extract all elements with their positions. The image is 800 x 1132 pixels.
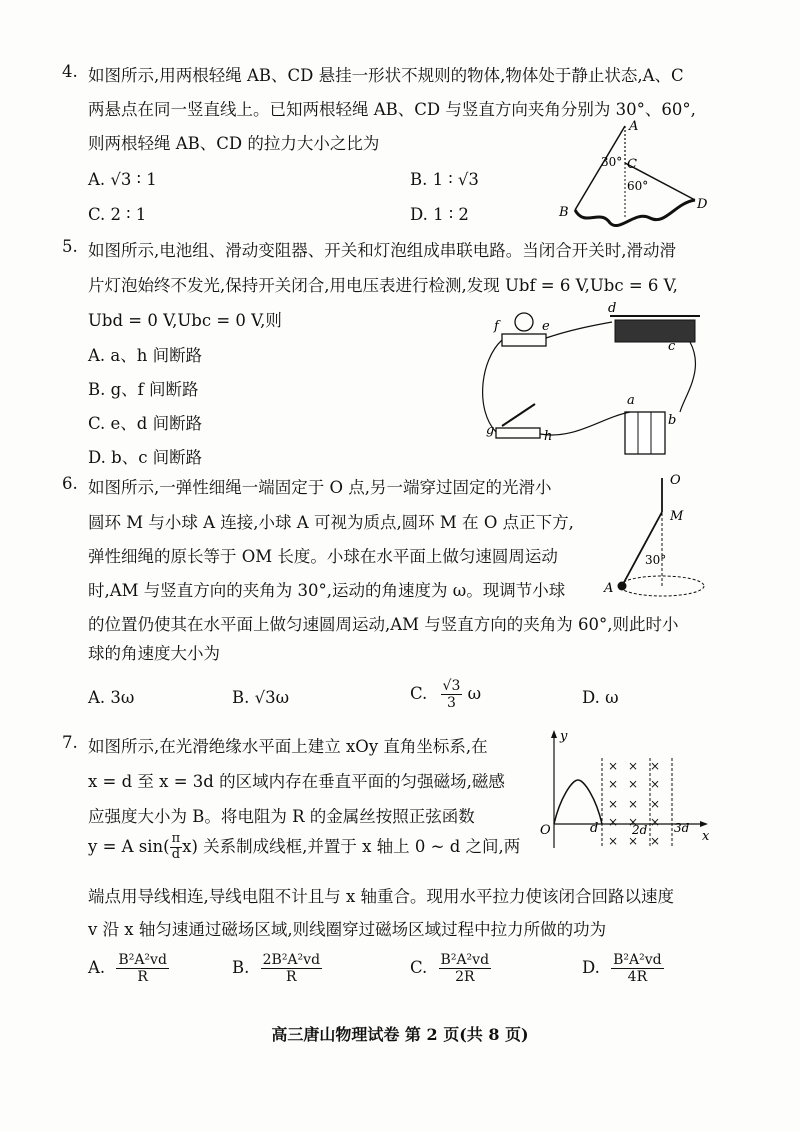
label-2d: 2d — [632, 823, 648, 837]
option-label: C. — [410, 958, 428, 978]
circular-motion-figure — [590, 468, 720, 608]
label-y: y — [560, 729, 568, 744]
denominator: d — [171, 846, 181, 862]
option-a[interactable]: A. √3 ∶ 1 — [88, 170, 157, 189]
numerator: 2B²A²vd — [262, 952, 321, 968]
svg-text:×: × — [628, 797, 639, 811]
question-text-line: v 沿 x 轴匀速通过磁场区域,则线圈穿过磁场区域过程中拉力所做的功为 — [88, 920, 607, 939]
label-d: d — [590, 821, 599, 836]
omega-symbol: ω — [467, 684, 482, 704]
angle-30-label: 30° — [645, 553, 667, 567]
denominator: 3 — [447, 695, 456, 712]
label-c: c — [668, 339, 676, 354]
label-a: a — [627, 393, 635, 408]
question-number: 6. — [62, 474, 78, 493]
label-e: e — [542, 319, 550, 334]
label-O: O — [540, 823, 551, 838]
fraction — [439, 952, 492, 985]
label-g: g — [486, 423, 495, 438]
question-text-line: Ubd = 0 V,Ubc = 0 V,则 — [88, 311, 282, 330]
option-a[interactable]: A. a、h 间断路 — [88, 346, 203, 365]
fraction — [170, 832, 183, 863]
svg-text:×: × — [650, 834, 661, 848]
option-c[interactable] — [410, 952, 491, 985]
option-a[interactable]: A. 3ω — [88, 688, 135, 707]
denominator: R — [286, 969, 297, 986]
svg-text:×: × — [650, 815, 661, 829]
question-number: 4. — [62, 62, 78, 81]
label-d: d — [608, 301, 617, 316]
svg-text:×: × — [628, 759, 639, 773]
fraction — [261, 952, 322, 985]
hanging-object-figure — [555, 118, 715, 228]
svg-text:×: × — [628, 815, 639, 829]
svg-text:×: × — [608, 797, 619, 811]
question-text-line: 则两根轻绳 AB、CD 的拉力大小之比为 — [88, 134, 380, 153]
label-x: x — [702, 829, 710, 844]
formula-prefix: y = A sin( — [88, 836, 170, 856]
numerator: √3 — [442, 678, 461, 694]
question-text-line: 片灯泡始终不发光,保持开关闭合,用电压表进行检测,发现 Ubf = 6 V,Ubc = 6 V, — [88, 276, 678, 295]
formula-suffix: x) 关系制成线框,并置于 x 轴上 0 ~ d 之间,两 — [182, 836, 521, 856]
question-text-line: 时,AM 与竖直方向的夹角为 30°,运动的角速度为 ω。现调节小球 — [88, 581, 566, 600]
numerator: B²A²vd — [613, 952, 662, 968]
question-text-line — [88, 832, 520, 863]
label-A: A — [629, 119, 639, 134]
option-label: C. — [410, 684, 428, 704]
label-O: O — [670, 473, 681, 488]
question-text-line: 球的角速度大小为 — [88, 644, 220, 663]
label-h: h — [544, 429, 553, 444]
question-text-line: 弹性细绳的原长等于 OM 长度。小球在水平面上做匀速圆周运动 — [88, 547, 558, 566]
option-c[interactable] — [410, 678, 481, 711]
denominator: R — [137, 969, 148, 986]
option-b[interactable]: B. √3ω — [232, 688, 290, 707]
question-text-line: x = d 至 x = 3d 的区域内存在垂直平面的匀强磁场,磁感 — [88, 772, 505, 791]
angle-60-label: 60° — [627, 179, 649, 193]
option-label: A. — [88, 958, 106, 978]
option-d[interactable] — [582, 952, 664, 985]
label-f: f — [494, 319, 499, 334]
svg-text:×: × — [628, 777, 639, 791]
option-d[interactable]: D. b、c 间断路 — [88, 448, 203, 467]
svg-text:×: × — [608, 834, 619, 848]
numerator: B²A²vd — [118, 952, 167, 968]
fraction — [116, 952, 169, 985]
question-text-line: 如图所示,一弹性细绳一端固定于 O 点,另一端穿过固定的光滑小 — [88, 478, 552, 497]
option-d[interactable]: D. 1 ∶ 2 — [410, 205, 469, 224]
question-number: 7. — [62, 733, 78, 752]
page-footer: 高三唐山物理试卷 第 2 页(共 8 页) — [271, 1025, 529, 1044]
label-A: A — [604, 581, 614, 596]
fraction — [611, 952, 664, 985]
option-b[interactable]: B. g、f 间断路 — [88, 380, 199, 399]
label-3d: 3d — [674, 821, 690, 835]
question-text-line: 端点用导线相连,导线电阻不计且与 x 轴重合。现用水平拉力使该闭合回路以速度 — [88, 887, 675, 906]
question-text-line: 应强度大小为 B。将电阻为 R 的金属丝按照正弦函数 — [88, 807, 475, 826]
question-text-line: 两悬点在同一竖直线上。已知两根轻绳 AB、CD 与竖直方向夹角分别为 30°、60°, — [88, 100, 696, 119]
option-c[interactable]: C. e、d 间断路 — [88, 414, 203, 433]
option-label: D. — [582, 958, 600, 978]
svg-text:×: × — [608, 777, 619, 791]
question-number: 5. — [62, 237, 78, 256]
question-text-line: 如图所示,电池组、滑动变阻器、开关和灯泡组成串联电路。当闭合开关时,滑动滑 — [88, 241, 676, 260]
svg-text:×: × — [650, 797, 661, 811]
option-a[interactable] — [88, 952, 169, 985]
svg-text:×: × — [650, 777, 661, 791]
label-C: C — [627, 157, 637, 172]
magnetic-field-figure — [532, 728, 712, 858]
question-text-line: 圆环 M 与小球 A 连接,小球 A 可视为质点,圆环 M 在 O 点正下方, — [88, 513, 574, 532]
label-M: M — [670, 509, 684, 524]
angle-30-label: 30° — [601, 155, 623, 169]
label-D: D — [697, 197, 708, 212]
svg-text:×: × — [650, 759, 661, 773]
svg-text:×: × — [628, 834, 639, 848]
option-b[interactable] — [232, 952, 322, 985]
option-c[interactable]: C. 2 ∶ 1 — [88, 205, 147, 224]
option-label: B. — [232, 958, 250, 978]
svg-text:×: × — [608, 759, 619, 773]
denominator: 4R — [627, 969, 648, 986]
numerator: B²A²vd — [440, 952, 490, 968]
fraction — [441, 678, 463, 711]
question-text-line: 的位置仍使其在水平面上做匀速圆周运动,AM 与竖直方向的夹角为 60°,则此时小 — [88, 615, 679, 634]
circuit-figure — [480, 300, 710, 460]
label-B: B — [559, 205, 569, 220]
option-b[interactable]: B. 1 ∶ √3 — [410, 170, 479, 189]
denominator: 2R — [455, 969, 475, 986]
question-text-line: 如图所示,用两根轻绳 AB、CD 悬挂一形状不规则的物体,物体处于静止状态,A、C — [88, 66, 684, 85]
question-text-line: 如图所示,在光滑绝缘水平面上建立 xOy 直角坐标系,在 — [88, 737, 488, 756]
label-b: b — [668, 413, 677, 428]
svg-text:×: × — [608, 815, 619, 829]
option-d[interactable]: D. ω — [582, 688, 619, 707]
numerator: π — [171, 831, 181, 846]
